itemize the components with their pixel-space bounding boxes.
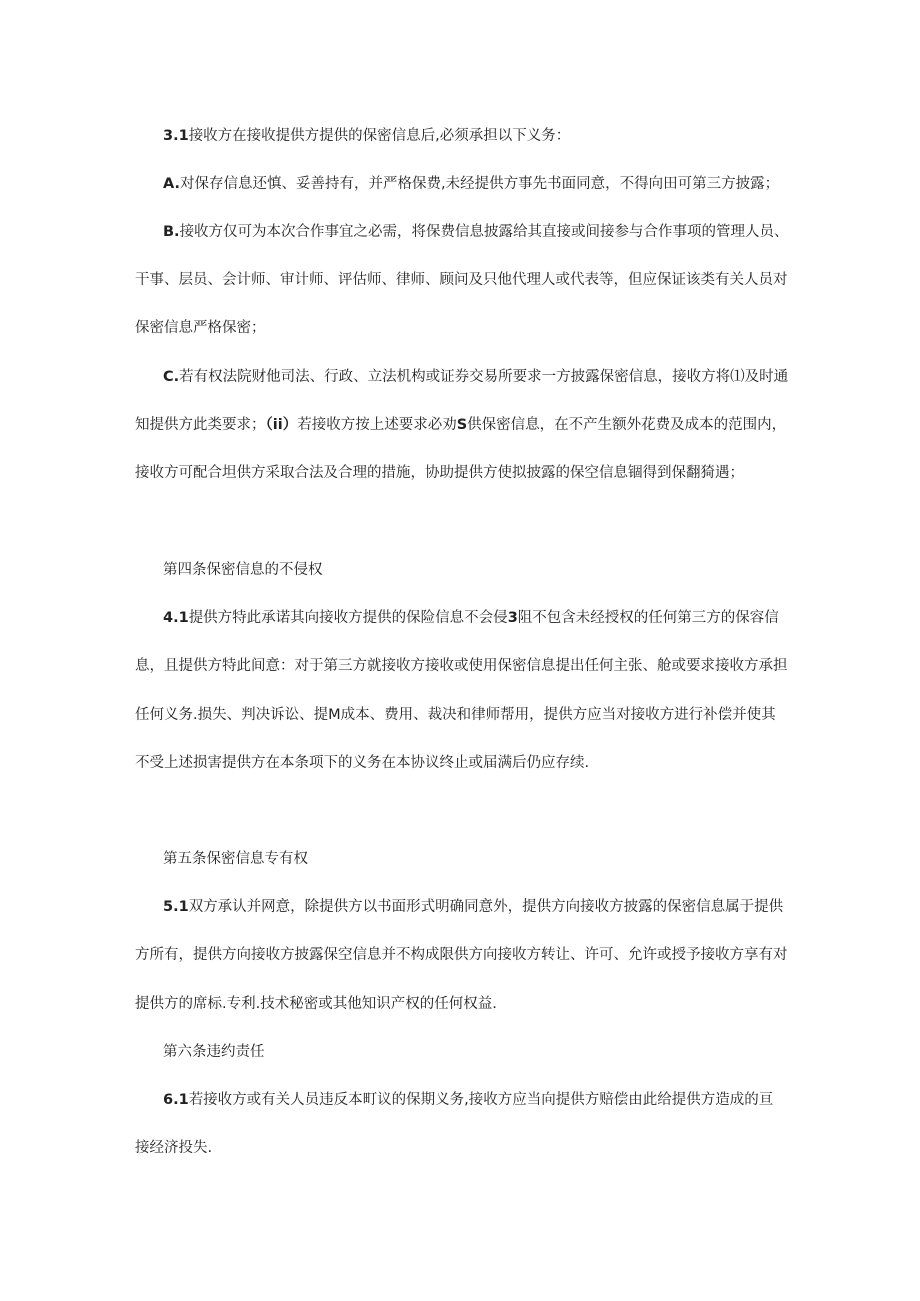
clause-number: 4.1 — [163, 610, 189, 626]
clause-text: 若接收方或有关人员违反本町议的保期义务,接收方应当向提供方赔偿由此给提供方造成的亘 — [188, 1092, 774, 1108]
clause-b-line-3: 保密信息严格保密； — [135, 320, 266, 336]
clause-5-1-line-1 — [163, 897, 783, 917]
clause-c-line-2 — [135, 415, 786, 435]
clause-3-1-line-1 — [163, 126, 570, 146]
clause-5-1-line-3: 提供方的席标.专利.技术秘密或其他知识产权的任何权益. — [135, 996, 497, 1012]
clause-number: A. — [163, 176, 180, 192]
clause-b-line-1 — [163, 222, 789, 242]
clause-4-1-line-2: 息，且提供方特此间意：对于第三方就接收方接收或使用保密信息提出任何主张、舱或要求接收方承担 — [135, 658, 788, 674]
clause-text-bold: 3 — [507, 610, 518, 626]
clause-text-bold: S — [456, 417, 468, 433]
article-5-title: 第五条保密信息专有权 — [163, 851, 308, 867]
clause-number: 3.1 — [163, 128, 189, 144]
article-4-title: 第四条保密信息的不侵权 — [163, 562, 323, 578]
clause-6-1-line-2: 接经济投失. — [135, 1140, 213, 1156]
clause-text: 接收方仅可为本次合作事宜之必需，将保费信息披露给其直接或间接参与合作事项的管理人员、 — [179, 224, 789, 240]
clause-number: B. — [163, 224, 180, 240]
clause-a-line-1 — [163, 174, 779, 194]
clause-text: 供保密信息，在不产生额外花费及成本的范围内， — [467, 417, 787, 433]
clause-text: 若接收方按上述要求必劝 — [297, 417, 457, 433]
clause-text: 阻不包含未经授权的任何第三方的保容信 — [517, 610, 779, 626]
sub-item-number: （ii） — [265, 417, 298, 433]
clause-4-1-line-3: 任何义务.损失、判决诉讼、提M成本、费用、裁决和律师帮用，提供方应当对接收方进行补偿并使其 — [135, 707, 776, 723]
clause-c-line-3: 接收方可配合坦供方采取合法及合理的措施，协助提供方使拟披露的保空信息锢得到保翻猗遇； — [135, 465, 744, 481]
clause-number: 5.1 — [163, 899, 189, 915]
clause-b-line-2: 干事、层员、会计师、审计师、评估师、律师、顾问及只他代理人或代表等，但应保证该类有关人员对 — [135, 272, 788, 288]
clause-text: 知提供方此类要求； — [135, 417, 266, 433]
clause-text: 提供方特此承诺其向接收方提供的保险信息不会侵 — [188, 610, 508, 626]
clause-number: C. — [163, 369, 180, 385]
clause-5-1-line-2: 方所有，提供方向接收方披露保空信息并不构成限供方向接收方转让、许可、允许或授予接收方享有对 — [135, 947, 788, 963]
article-6-title: 第六条违约责任 — [163, 1044, 265, 1060]
clause-text: 双方承认并网意，除提供方以书面形式明确同意外，提供方向接收方披露的保密信息属于提供 — [188, 899, 784, 915]
clause-4-1-line-1 — [163, 608, 779, 628]
clause-4-1-line-4: 不受上述损害提供方在本条项下的义务在本协议终止或届满后仍应存续. — [135, 755, 590, 771]
clause-number: 6.1 — [163, 1092, 189, 1108]
clause-text: 对保存信息还慎、妥善持有，并严格保费,未经提供方事先书面同意，不得向田可第三方披露； — [180, 176, 780, 192]
clause-c-line-1 — [163, 367, 788, 387]
clause-text: 接收方在接收提供方提供的保密信息后,必须承担以下义务： — [188, 128, 571, 144]
clause-text: 若有权法院财他司法、行政、立法机构或证券交易所要求一方披露保密信息，接收方将⑴及时通 — [179, 369, 789, 385]
clause-6-1-line-1 — [163, 1090, 773, 1110]
